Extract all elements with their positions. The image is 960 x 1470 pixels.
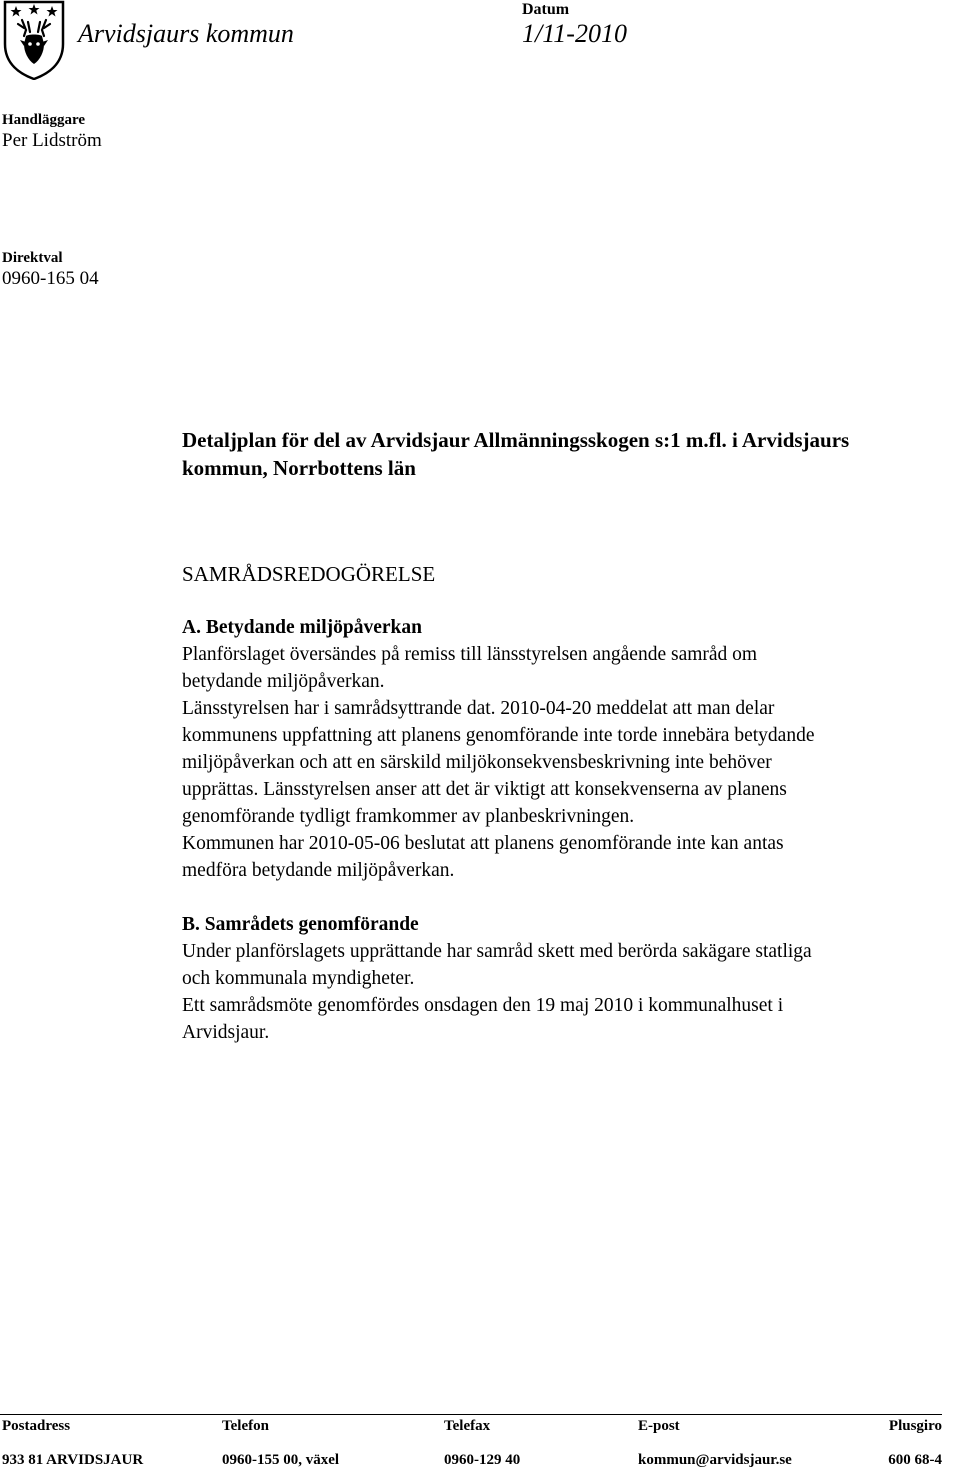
section-a-line: betydande miljöpåverkan. <box>182 671 385 692</box>
footer-divider <box>0 1414 942 1415</box>
footer-label-address: Postadress <box>2 1418 71 1434</box>
footer-label-plusgiro: Plusgiro <box>888 1418 942 1434</box>
footer-value-fax: 0960-129 40 <box>444 1452 521 1468</box>
section-a-line: Planförslaget översändes på remiss till länsstyrelsen angående samråd om <box>182 644 758 665</box>
handler-name: Per Lidström <box>2 130 102 151</box>
direct-label: Direktval <box>2 250 63 266</box>
footer-label-email: E-post <box>638 1418 680 1434</box>
section-a-heading: A. Betydande miljöpåverkan <box>182 617 422 638</box>
section-a-line: Länsstyrelsen har i samrådsyttrande dat. 2010-04-20 meddelat att man delar <box>182 698 775 719</box>
section-a <box>182 614 942 884</box>
footer-label-phone: Telefon <box>222 1418 269 1434</box>
footer-value-plusgiro: 600 68-4 <box>888 1452 942 1468</box>
footer-value-phone: 0960-155 00, växel <box>222 1452 340 1468</box>
handler-label: Handläggare <box>2 112 86 128</box>
reindeer-coat-of-arms-icon <box>2 0 66 80</box>
section-b <box>182 911 942 1046</box>
document-title <box>182 426 942 482</box>
municipality-name: Arvidsjaurs kommun <box>78 19 294 48</box>
section-a-line: upprättas. Länsstyrelsen anser att det är viktigt att konsekvenserna av planens <box>182 779 787 800</box>
section-a-line: genomförande tydligt framkommer av planbeskrivningen. <box>182 806 635 827</box>
footer-label-fax: Telefax <box>444 1418 491 1434</box>
section-b-line: Arvidsjaur. <box>182 1022 270 1043</box>
footer-value-email[interactable]: kommun@arvidsjaur.se <box>638 1452 792 1468</box>
section-a-line: medföra betydande miljöpåverkan. <box>182 860 455 881</box>
section-b-line: och kommunala myndigheter. <box>182 968 415 989</box>
title-line-1: Detaljplan för del av Arvidsjaur Allmänningsskogen s:1 m.fl. i Arvidsjaurs <box>182 428 850 452</box>
section-b-heading: B. Samrådets genomförande <box>182 914 419 935</box>
direct-number: 0960-165 04 <box>2 268 99 289</box>
section-b-line: Ett samrådsmöte genomfördes onsdagen den 19 maj 2010 i kommunalhuset i <box>182 995 784 1016</box>
footer-value-address: 933 81 ARVIDSJAUR <box>2 1452 144 1468</box>
section-a-line: miljöpåverkan och att en särskild miljökonsekvensbeskrivning inte behöver <box>182 752 772 773</box>
date-value: 1/11-2010 <box>522 19 627 48</box>
document-type: SAMRÅDSREDOGÖRELSE <box>182 562 436 586</box>
date-label: Datum <box>522 1 570 18</box>
title-line-2: kommun, Norrbottens län <box>182 456 416 480</box>
section-a-line: kommunens uppfattning att planens genomförande inte torde innebära betydande <box>182 725 815 746</box>
section-a-line: Kommunen har 2010-05-06 beslutat att planens genomförande inte kan antas <box>182 833 784 854</box>
section-b-line: Under planförslagets upprättande har samråd skett med berörda sakägare statliga <box>182 941 812 962</box>
